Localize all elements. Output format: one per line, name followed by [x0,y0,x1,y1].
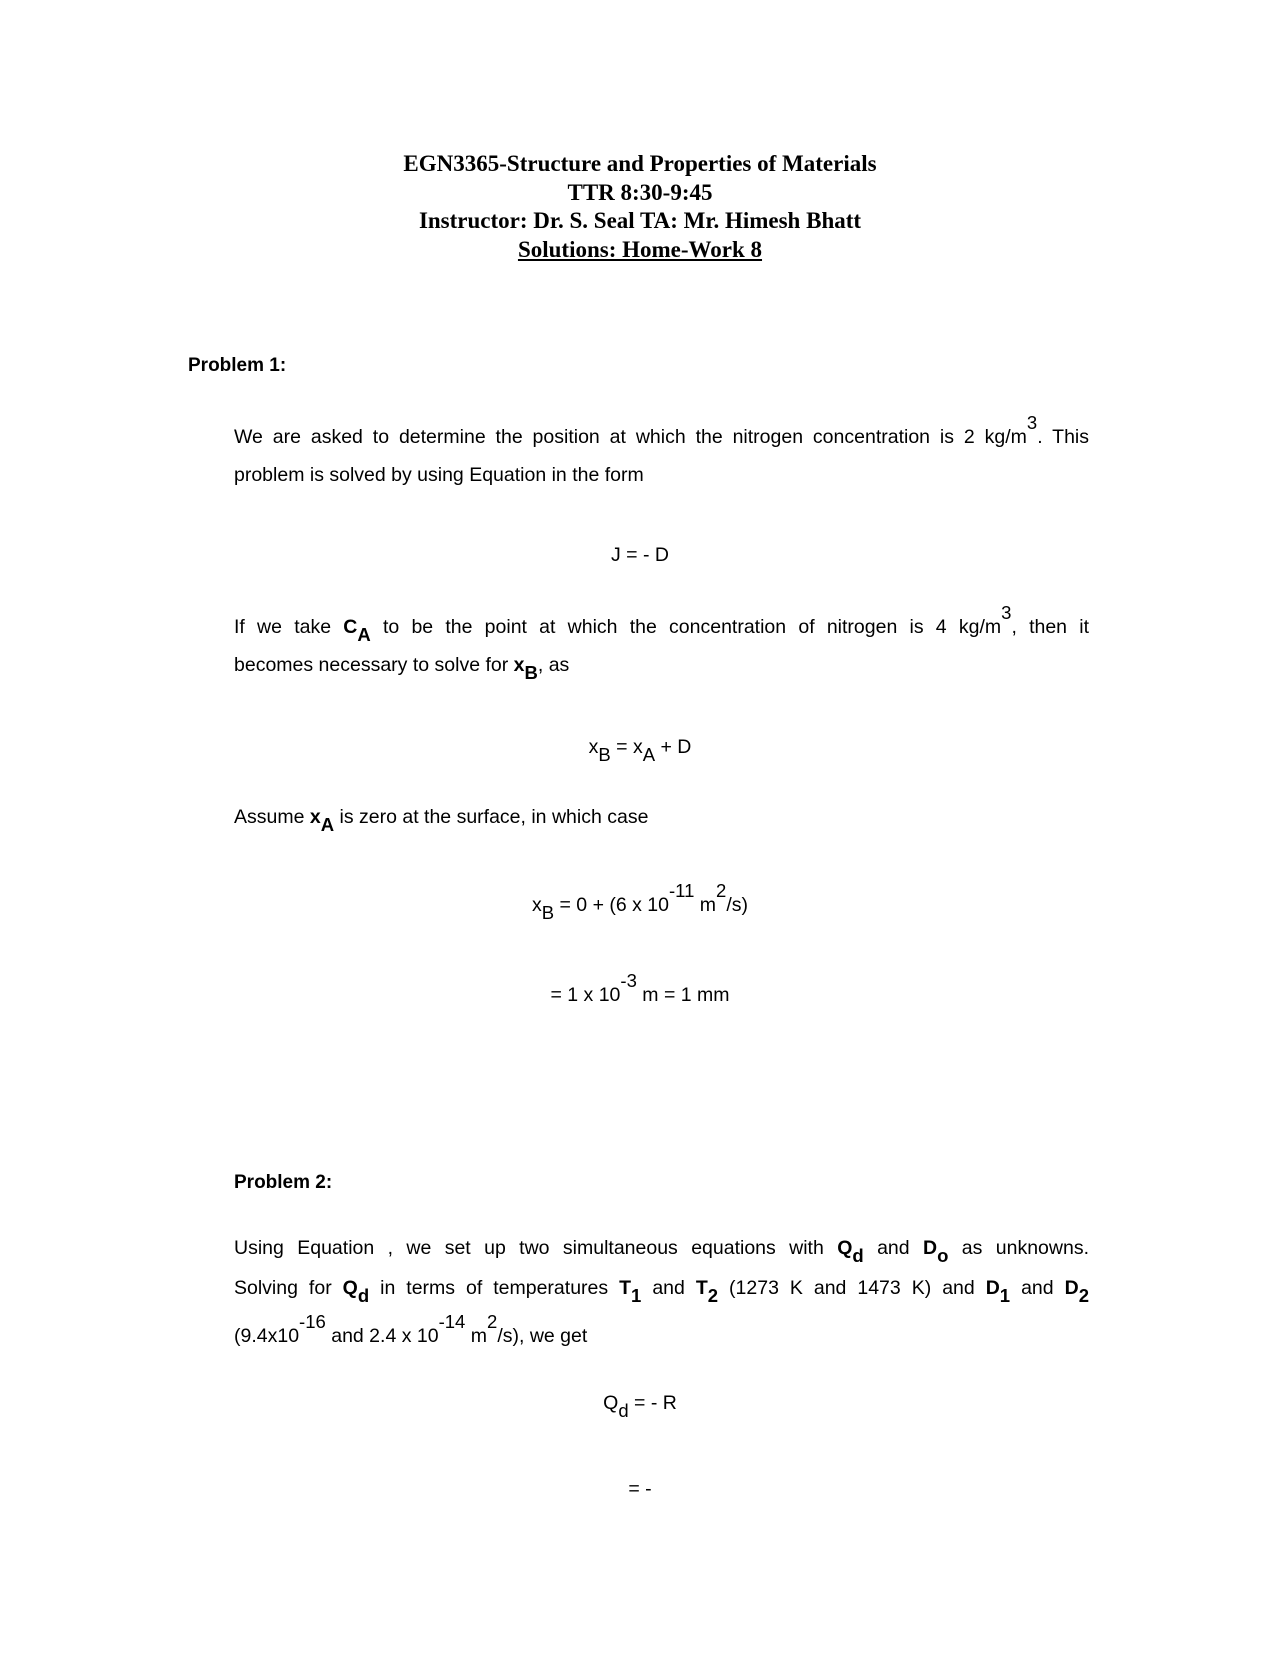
text-span: Solving for [234,1277,343,1299]
variable-q: Q [342,1277,358,1299]
variable-q: Q [837,1237,853,1259]
superscript: -3 [620,970,637,992]
subscript: d [852,1245,864,1267]
text-span: m [465,1325,488,1347]
variable-x: x [513,654,525,676]
equation-text: = - R [628,1392,677,1414]
variable-t: T [695,1277,708,1299]
text-span: and [863,1237,923,1259]
subscript: 2 [1078,1285,1089,1307]
text-span: is zero at the surface, in which case [334,806,649,828]
text-span: Using Equation , we set up two simultaneous equations with [234,1237,838,1259]
subscript: 1 [999,1285,1011,1307]
equation-result [0,970,1280,1007]
equation-text: + D [655,736,692,758]
solutions-title: Solutions: Home-Work 8 [517,236,763,262]
equation-text: /s) [726,894,749,916]
equation-xb-value [0,880,1280,924]
subscript: B [541,902,555,924]
text-span: to be the point at which the concentration of nitrogen is 4 kg/m [370,616,1002,638]
problem-2-paragraph [234,1228,1089,1356]
variable-c: C [343,616,358,638]
equation-text: x [531,894,542,916]
superscript: -14 [438,1311,466,1333]
superscript: 3 [1001,602,1012,624]
text-span: (1273 K and 1473 K) and [718,1277,986,1299]
text-span: becomes necessary to solve for [234,654,514,676]
course-title: EGN3365-Structure and Properties of Materials [403,151,877,176]
subscript: 1 [631,1285,642,1307]
subscript: o [937,1245,949,1267]
text-span: , then it [1011,616,1089,638]
superscript: 3 [1026,412,1038,434]
equation-qd [0,1392,1280,1422]
instructor-line: Instructor: Dr. S. Seal TA: Mr. Himesh Bhatt [418,208,862,233]
superscript: -16 [299,1311,326,1333]
subscript: A [357,624,371,646]
equation-text: = 1 x 10 [550,984,621,1006]
superscript: -11 [668,880,695,902]
equation-qd-continued [0,1478,1280,1501]
equation-text: m [694,894,717,916]
problem-1-paragraph-2 [234,602,1089,684]
equation-text: = x [610,736,643,758]
problem-1-label: Problem 1: [188,355,287,376]
superscript: 2 [716,880,727,902]
superscript: 2 [487,1311,498,1333]
document-header [0,150,1280,264]
text-span: and [641,1277,696,1299]
equation-text: m = 1 mm [636,984,730,1006]
subscript: B [524,662,538,684]
text-span: Assume [234,806,310,828]
equation-text: J = - D [611,544,669,566]
variable-d: D [985,1277,1000,1299]
text-span: We are asked to determine the position at which the nitrogen concentration is 2 kg/m [234,426,1027,448]
problem-1-paragraph-1 [234,412,1090,494]
text-span: (9.4x10 [234,1325,300,1347]
text-span: . This [1037,426,1090,448]
assume-line [234,806,649,836]
text-span: /s), we get [497,1325,588,1347]
text-span: as unknowns. [948,1237,1089,1259]
equation-text: = - [628,1478,652,1500]
text-span: and [1010,1277,1065,1299]
subscript: 2 [707,1285,719,1307]
text-span: problem is solved by using Equation in the form [234,464,644,486]
text-span: , as [537,654,570,676]
subscript: A [320,814,335,836]
variable-d: D [923,1237,938,1259]
equation-xb [0,736,1280,766]
equation-text: Q [603,1392,619,1414]
text-span: and 2.4 x 10 [325,1325,439,1347]
subscript: A [642,744,656,766]
equation-text: x [588,736,599,758]
text-span: If we take [234,616,344,638]
variable-d: D [1064,1277,1079,1299]
equation-text: = 0 + (6 x 10 [554,894,669,916]
variable-t: T [619,1277,632,1299]
problem-2-label: Problem 2: [234,1172,333,1193]
variable-x: x [309,806,321,828]
subscript: d [357,1285,370,1307]
class-time: TTR 8:30-9:45 [567,179,713,205]
text-span: in terms of temperatures [369,1277,620,1299]
subscript: d [618,1400,629,1422]
equation-fick-law [0,544,1280,567]
subscript: B [598,744,611,766]
